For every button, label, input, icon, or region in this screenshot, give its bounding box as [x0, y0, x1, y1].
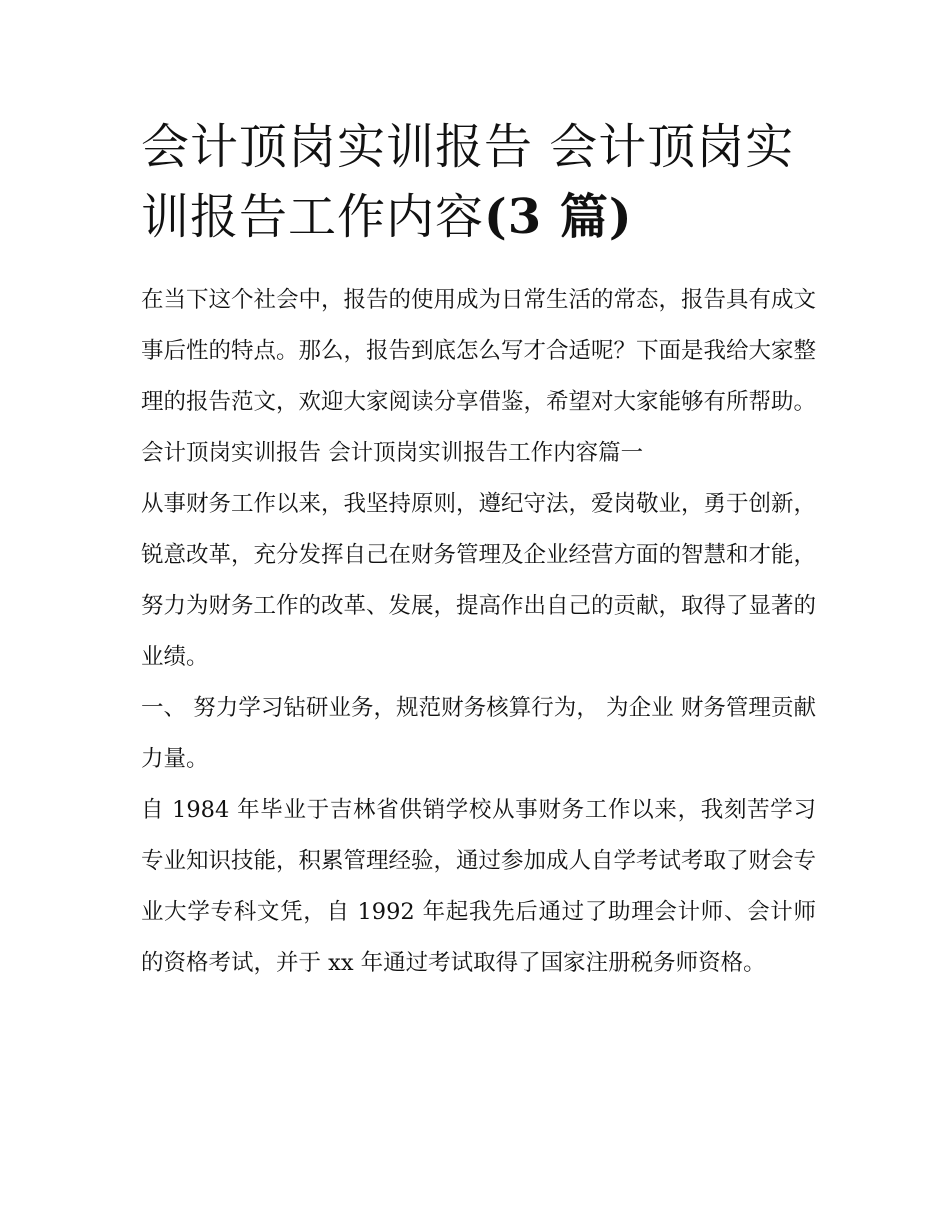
document-title: [141, 112, 821, 252]
section-heading: 会计顶岗实训报告 会计顶岗实训报告工作内容篇一: [141, 440, 644, 466]
document-title-text: 会计顶岗实训报告 会计顶岗实训报告工作内容: [141, 119, 795, 245]
body-paragraph: 从事财务工作以来，我坚持原则，遵纪守法，爱岗敬业，勇于创新，锐意改革，充分发挥自己在财务管理及企业经营方面的智慧和才能，努力为财务工作的改革、发展，提高作出自己的贡献，取得了显著的业绩。: [141, 491, 817, 670]
intro-paragraph: 在当下这个社会中，报告的使用成为日常生活的常态，报告具有成文事后性的特点。那么，报告到底怎么写才合适呢？下面是我给大家整理的报告范文，欢迎大家阅读分享借鉴，希望对大家能够有所帮助。: [141, 287, 817, 415]
body-paragraph: 自 1984 年毕业于吉林省供销学校从事财务工作以来，我刻苦学习专业知识技能，积累管理经验，通过参加成人自学考试考取了财会专业大学专科文凭，自 1992 年起我先后通过了助理会计师、会计师的资格考试，并于 xx 年通过考试取得了国家注册税务师资格。: [141, 797, 817, 976]
document-title-count: (3 篇): [484, 189, 633, 245]
subsection-heading: 一、 努力学习钻研业务，规范财务核算行为， 为企业 财务管理贡献力量。: [141, 695, 816, 772]
document-body: [141, 275, 816, 989]
